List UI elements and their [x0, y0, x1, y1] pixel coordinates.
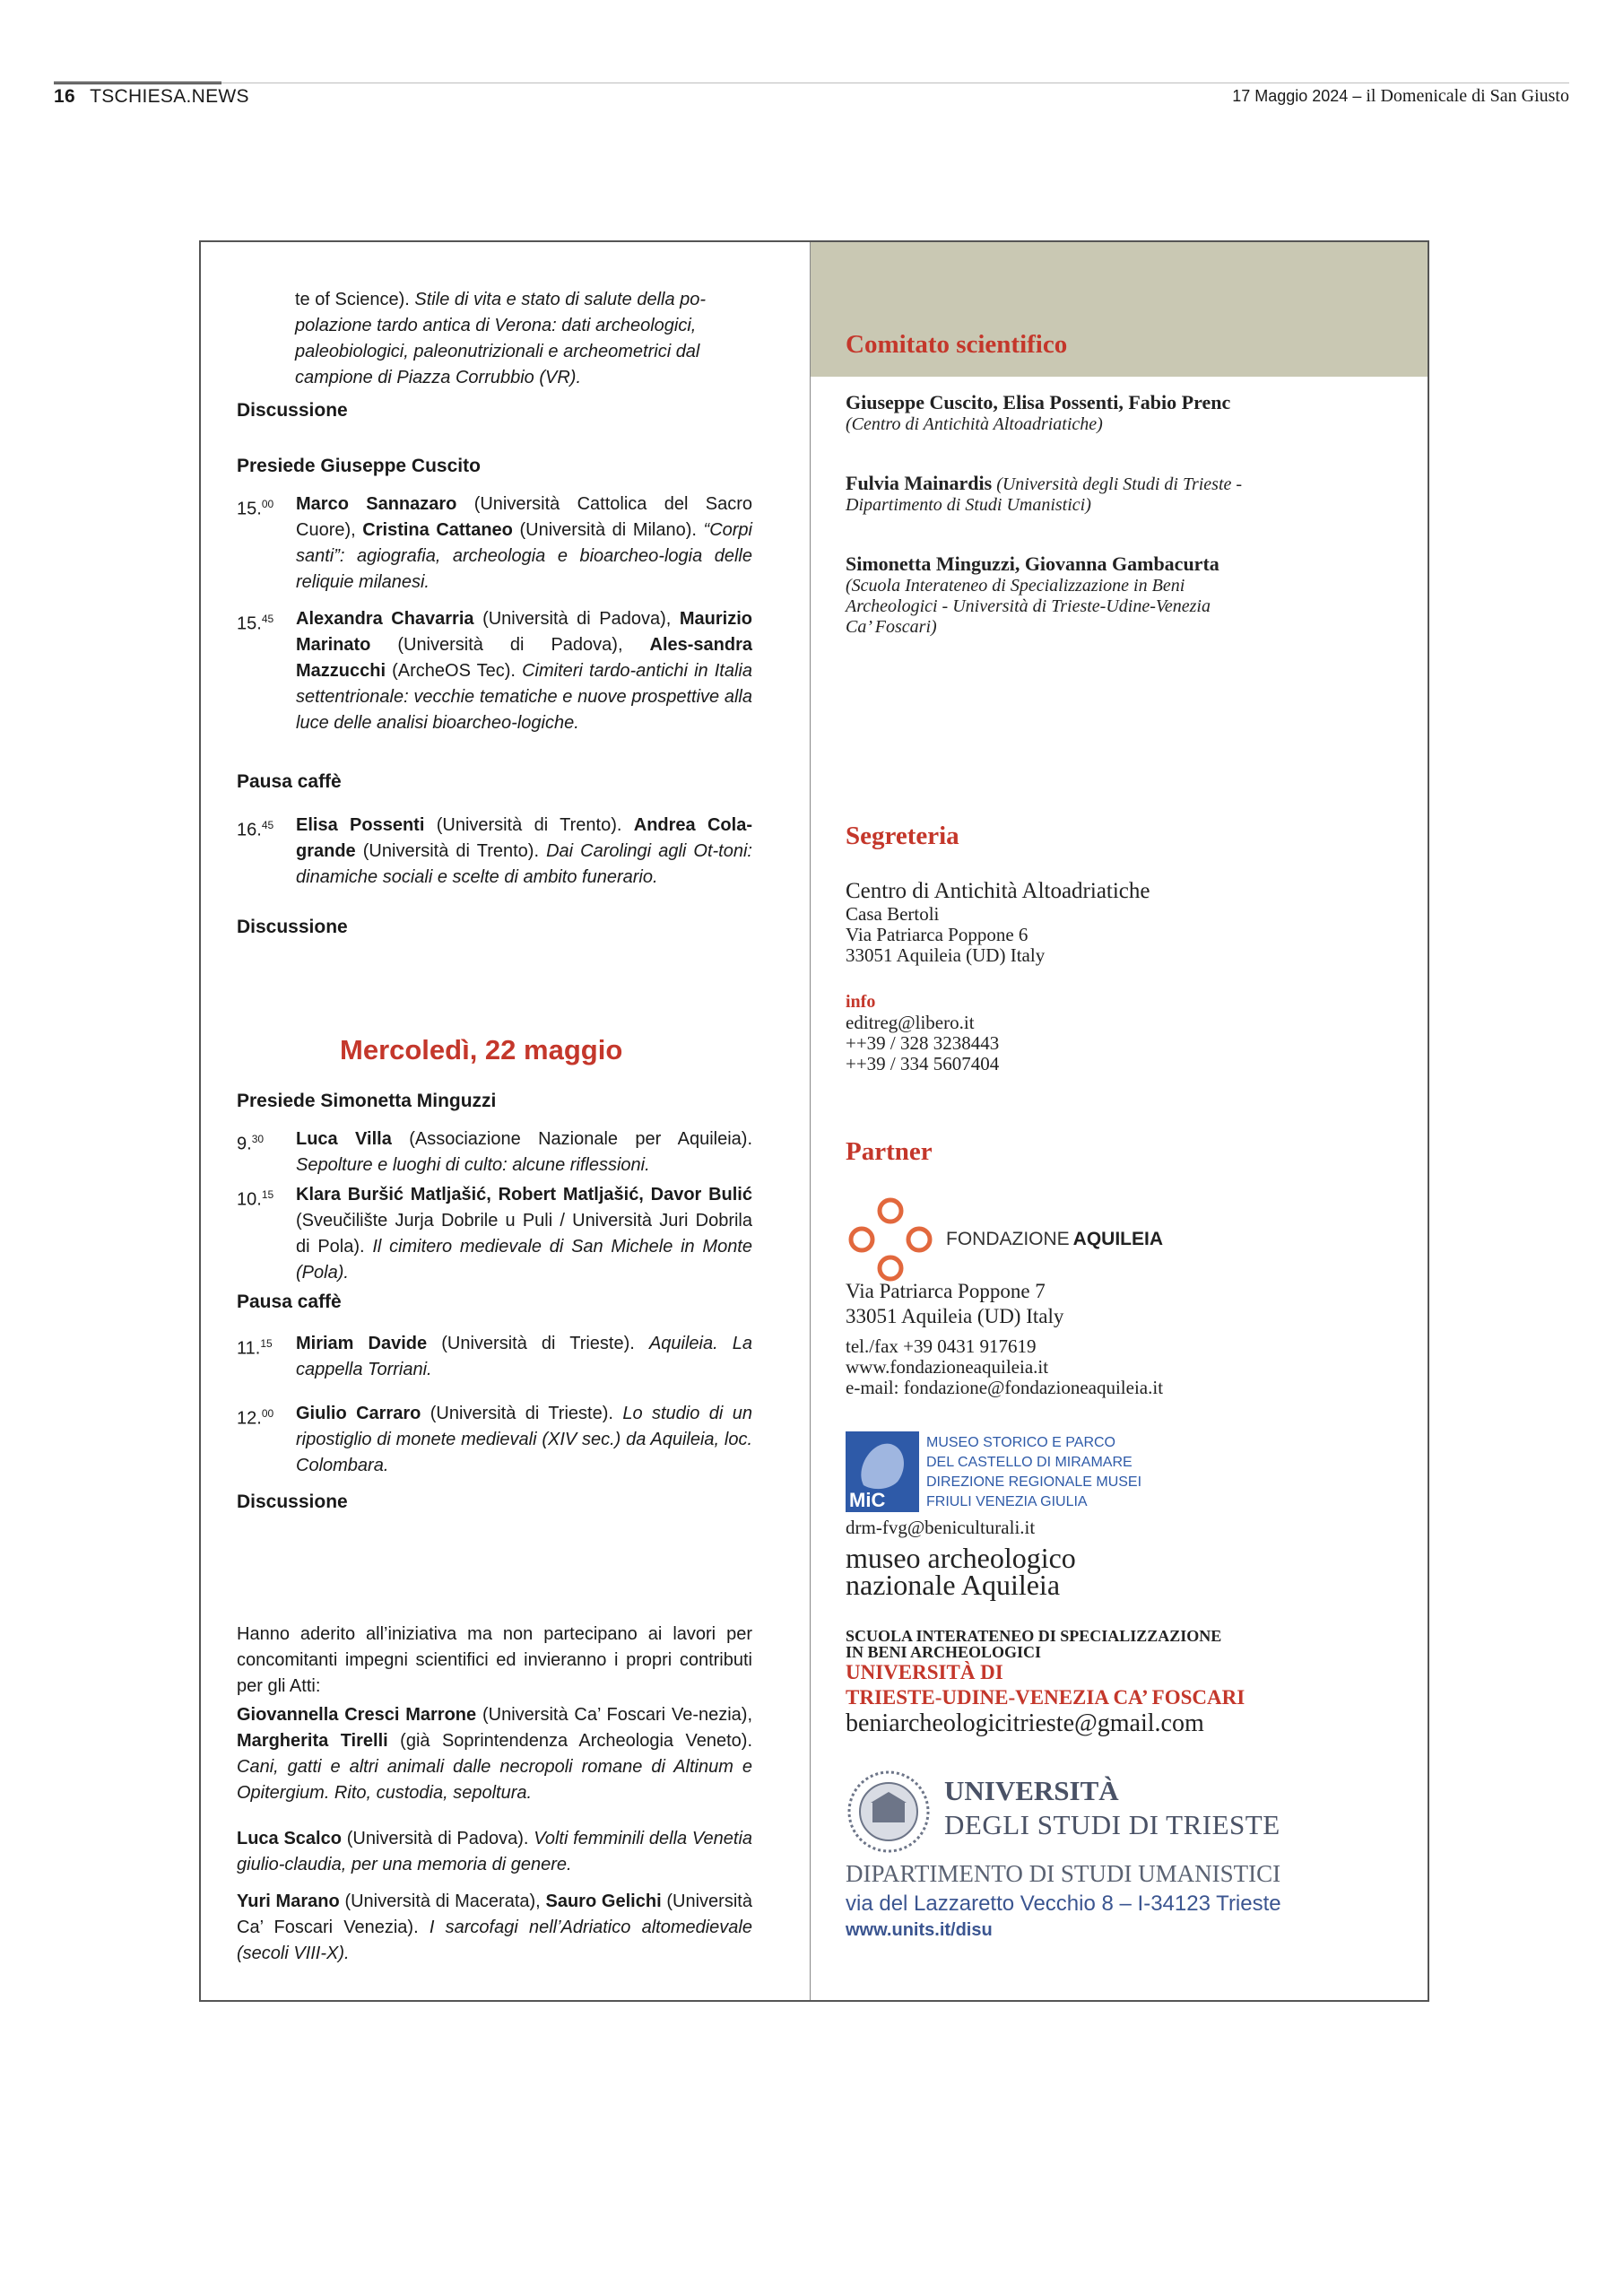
- presiede-label: Presiede Giuseppe Cuscito: [237, 456, 481, 476]
- entry-time: 16.45: [237, 819, 274, 840]
- scuola-block: SCUOLA INTERATENEO DI SPECIALIZZAZIONE IN BENI ARCHEOLOGICI UNIVERSITÀ DI TRIESTE-UDINE-VENEZIA CA’ FOSCARI beniarcheologicitrieste@gmail.com: [846, 1627, 1245, 1737]
- comitato-member: Simonetta Minguzzi, Giovanna Gambacurta (Scuola Interateneo di Specializzazione in Beni Archeologici - Università di Trieste-Udine-Venezia Ca’ Foscari): [846, 552, 1219, 637]
- segreteria-address: Centro di Antichità Altoadriatiche Casa Bertoli Via Patriarca Poppone 6 33051 Aquileia (UD) Italy: [846, 879, 1150, 966]
- issue-date: 17 Maggio 2024: [1232, 87, 1349, 105]
- fondazione-flower-icon: [846, 1195, 935, 1284]
- entry-time: 12.00: [237, 1407, 274, 1429]
- program-entry: 12.00 Giulio Carraro (Università di Trieste). Lo studio di un ripostiglio di monete medievali (XIV sec.) da Aquileia, loc. Colombara.: [237, 1401, 752, 1479]
- segreteria-heading: Segreteria: [846, 822, 959, 850]
- fondazione-web-link[interactable]: www.fondazioneaquileia.it: [846, 1356, 1049, 1378]
- museo-miramare-logo: MiC MUSEO STORICO E PARCO DEL CASTELLO DI MIRAMARE DIREZIONE REGIONALE MUSEI FRIULI VENEZIA GIULIA drm-fvg@beniculturali.it: [846, 1431, 1348, 1538]
- fondazione-logo: FONDAZIONE AQUILEIA: [846, 1195, 1163, 1284]
- units-logo: UNIVERSITÀ DEGLI STUDI DI TRIESTE DIPARTIMENTO DI STUDI UMANISTICI via del Lazzaretto Vecchio 8 – I-34123 Trieste www.units.it/disu: [846, 1769, 1384, 1941]
- program-entry: 10.15 Klara Buršić Matljašić, Robert Matljašić, Davor Bulić (Sveučilište Jurja Dobrile u Puli / Università Juri Dobrila di Pola). Il cimitero medievale di San Michele in Monte (Pola).: [237, 1182, 752, 1286]
- pausa-label: Pausa caffè: [237, 1292, 342, 1312]
- discussione-label: Discussione: [237, 1492, 348, 1512]
- program-entry: 9.30 Luca Villa (Associazione Nazionale per Aquileia). Sepolture e luoghi di culto: alcune riflessioni.: [237, 1126, 752, 1178]
- drm-email[interactable]: drm-fvg@beniculturali.it: [846, 1517, 1036, 1538]
- header-separator: –: [1352, 87, 1362, 105]
- comitato-heading: Comitato scientifico: [846, 330, 1068, 359]
- university-seal-icon: [846, 1769, 932, 1855]
- cont-line: campione di Piazza Corrubbio (VR).: [295, 368, 582, 387]
- header-left: [54, 86, 249, 108]
- column-divider: [810, 242, 811, 2000]
- mic-emblem-icon: MiC: [846, 1431, 919, 1512]
- discussione-label: Discussione: [237, 400, 348, 421]
- cont-line: Stile di vita e stato di salute della po-: [414, 290, 707, 309]
- museo-archeologico-logo: museo archeologico nazionale Aquileia: [846, 1542, 1076, 1601]
- program-entry: 11.15 Miriam Davide (Università di Trieste). Aquileia. La cappella Torriani.: [237, 1331, 752, 1383]
- paper-title: il Domenicale di San Giusto: [1366, 86, 1569, 106]
- pausa-label: Pausa caffè: [237, 771, 342, 792]
- header-right: [1232, 86, 1569, 107]
- note-entry: Giovannella Cresci Marrone (Università Ca’ Foscari Ve-nezia), Margherita Tirelli (già Soprintendenza Archeologia Veneto). Cani, gatti e altri animali dalle necropoli romane di Altinum e Opitergium. Rito, custodia, sepoltura.: [237, 1705, 753, 1803]
- comitato-member: Fulvia Mainardis (Università degli Studi di Trieste - Dipartimento di Studi Umanistici): [846, 472, 1243, 515]
- entry-time: 9.30: [237, 1133, 265, 1154]
- entry-time: 11.15: [237, 1337, 273, 1359]
- entry-time: 15.00: [237, 498, 274, 519]
- program-entry: 15.45 Alexandra Chavarria (Università di Padova), Maurizio Marinato (Università di Padova), Ales-sandra Mazzucchi (ArcheOS Tec). Cimiteri tardo-antichi in Italia settentrionale: vecchie tematiche e nuove prospettive alla luce delle analisi bioarcheo-logiche.: [237, 606, 752, 736]
- note-entry: Yuri Marano (Università di Macerata), Sauro Gelichi (Università Ca’ Foscari Venezia). I sarcofagi nell’Adriatico altomedievale (secoli VIII-X).: [237, 1892, 752, 1963]
- program-frame: [199, 240, 1429, 2002]
- site-name: TSCHIESA.NEWS: [90, 86, 249, 107]
- comitato-member: Giuseppe Cuscito, Elisa Possenti, Fabio Prenc (Centro di Antichità Altoadriatiche): [846, 391, 1231, 434]
- cont-line: te of Science).: [295, 290, 410, 309]
- page-number: 16: [54, 86, 75, 107]
- scuola-email[interactable]: beniarcheologicitrieste@gmail.com: [846, 1709, 1204, 1737]
- discussione-label: Discussione: [237, 917, 348, 937]
- cont-line: polazione tardo antica di Verona: dati archeologici,: [295, 316, 697, 335]
- dip-web-link[interactable]: www.units.it/disu: [846, 1920, 993, 1940]
- day-heading: Mercoledì, 22 maggio: [340, 1034, 623, 1065]
- fondazione-email-link[interactable]: e-mail: fondazione@fondazioneaquileia.it: [846, 1377, 1164, 1398]
- program-entry: 15.00 Marco Sannazaro (Università Cattolica del Sacro Cuore), Cristina Cattaneo (Università di Milano). “Corpi santi”: agiografia, archeologia e bioarcheo-logia delle reliquie milanesi.: [237, 491, 752, 596]
- entry-time: 15.45: [237, 613, 274, 634]
- entry-time: 10.15: [237, 1188, 274, 1210]
- presiede-label: Presiede Simonetta Minguzzi: [237, 1091, 497, 1111]
- info-block: info editreg@libero.it ++39 / 328 3238443 ++39 / 334 5607404: [846, 992, 1000, 1074]
- program-entry: 16.45 Elisa Possenti (Università di Trento). Andrea Cola-grande (Università di Trento). Dai Carolingi agli Ot-toni: dinamiche sociali e scelte di ambito funerario.: [237, 813, 752, 891]
- info-email[interactable]: editreg@libero.it: [846, 1012, 975, 1033]
- note-intro: Hanno aderito all’iniziativa ma non partecipano ai lavori per concomitanti impegni scientifici ed invieranno i propri contributi per gli Atti:: [237, 1624, 752, 1696]
- continued-abstract: [295, 287, 752, 391]
- partner-heading: Partner: [846, 1137, 933, 1166]
- note-entry: Luca Scalco (Università di Padova). Volti femminili della Venetia giulio-claudia, per una memoria di genere.: [237, 1829, 753, 1874]
- cont-line: paleobiologici, paleonutrizionali e archeometrici dal: [295, 342, 700, 361]
- fondazione-contacts: Via Patriarca Poppone 7 33051 Aquileia (UD) Italy tel./fax +39 0431 917619 www.fondazioneaquileia.it e-mail: fondazione@fondazioneaquileia.it: [846, 1280, 1164, 1398]
